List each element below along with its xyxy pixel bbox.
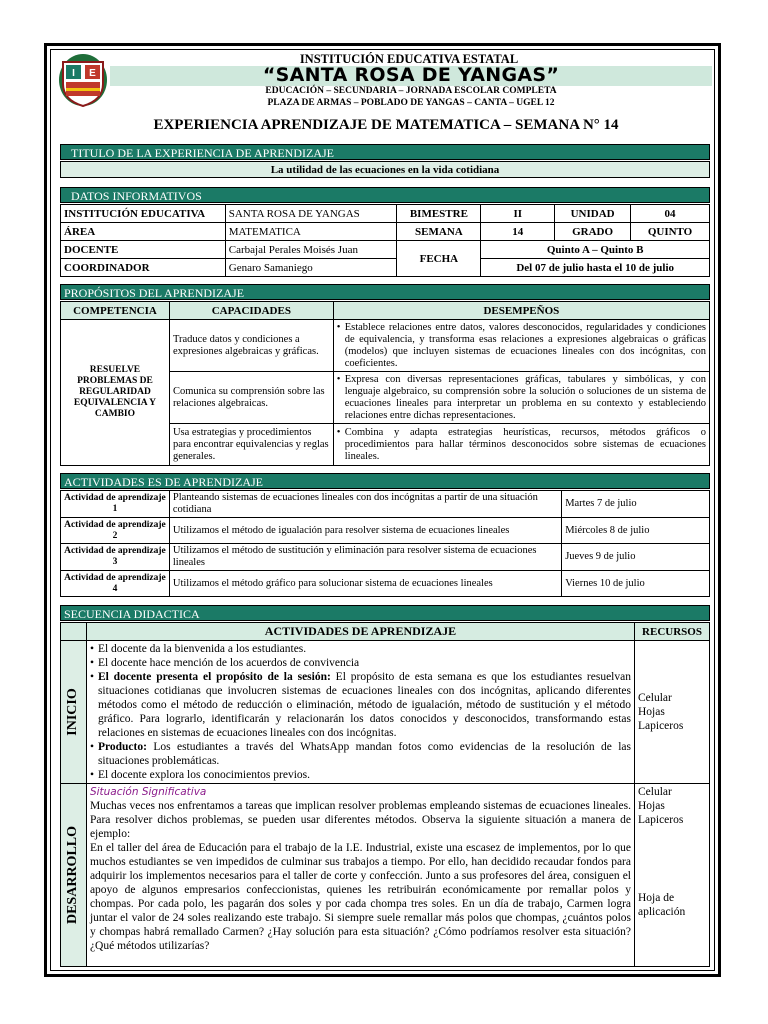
inicio-recurso-1: Celular bbox=[638, 692, 672, 704]
school-subtitle-2: PLAZA DE ARMAS – POBLADO DE YANGAS – CANTA – UGEL 12 bbox=[267, 98, 555, 108]
inicio-content bbox=[86, 641, 634, 784]
unidad-label: UNIDAD bbox=[555, 205, 631, 223]
titulo-section-header: TITULO DE LA EXPERIENCIA DE APRENDIZAJE bbox=[60, 144, 710, 160]
actividad-4-desc: Utilizamos el método gráfico para solucionar sistema de ecuaciones lineales bbox=[169, 571, 561, 597]
propositos-table bbox=[60, 301, 710, 466]
school-crest-logo bbox=[57, 50, 109, 108]
inicio-item-4-bold: Producto: bbox=[97, 741, 147, 753]
bimestre-label: BIMESTRE bbox=[397, 205, 481, 223]
capacidades-header: CAPACIDADES bbox=[169, 302, 333, 320]
institucion-value: SANTA ROSA DE YANGAS bbox=[225, 205, 397, 223]
institucion-label: INSTITUCIÓN EDUCATIVA bbox=[61, 205, 226, 223]
actividad-1-date: Martes 7 de julio bbox=[562, 491, 710, 518]
secciones-value: Quinto A – Quinto B bbox=[481, 241, 710, 259]
titulo-table bbox=[60, 161, 710, 178]
secuencia-corner-cell bbox=[61, 623, 87, 641]
competencia-cell: RESUELVE PROBLEMAS DE REGULARIDAD EQUIVALENCIA Y CAMBIO bbox=[61, 320, 170, 466]
semana-label: SEMANA bbox=[397, 223, 481, 241]
actividad-3-desc: Utilizamos el método de sustitución y eliminación para resolver sistema de ecuaciones lineales bbox=[169, 544, 561, 571]
capacidad-3: Usa estrategias y procedimientos para encontrar equivalencias y reglas generales. bbox=[169, 424, 333, 466]
desempenos-header: DESEMPEÑOS bbox=[333, 302, 709, 320]
inicio-recurso-2: Hojas bbox=[638, 706, 665, 718]
propositos-section-header: PROPÓSITOS DEL APRENDIZAJE bbox=[60, 284, 710, 300]
school-name: “SANTA ROSA DE YANGAS” bbox=[262, 64, 560, 86]
inicio-item-4-text: Los estudiantes a través del WhatsApp mandan fotos como evidencias de la resolución de las situaciones problemáticas. bbox=[97, 741, 631, 767]
grado-value: QUINTO bbox=[631, 223, 710, 241]
capacidad-2: Comunica su comprensión sobre las relaciones algebraicas. bbox=[169, 372, 333, 424]
capacidad-1: Traduce datos y condiciones a expresiones algebraicas y gráficas. bbox=[169, 320, 333, 372]
unidad-value: 04 bbox=[631, 205, 710, 223]
actividad-2-desc: Utilizamos el método de igualación para resolver sistema de ecuaciones lineales bbox=[169, 518, 561, 544]
actividad-1-label: Actividad de aprendizaje 1 bbox=[61, 491, 170, 518]
docente-label: DOCENTE bbox=[61, 241, 226, 259]
coordinador-value: Genaro Samaniego bbox=[225, 259, 397, 277]
desempeno-2-text: • Expresa con diversas representaciones gráficas, tabulares y simbólicas, y con lenguaje algebraico, su comprensión sobre la solución o soluciones de un sistema de ecuaciones lineales para interpretar un problema en su contexto y estableciendo relaciones entre dichas representaciones. bbox=[337, 374, 706, 422]
titulo-value: La utilidad de las ecuaciones en la vida cotidiana bbox=[61, 162, 710, 178]
desempeno-1 bbox=[333, 320, 709, 372]
actividad-3-date: Jueves 9 de julio bbox=[562, 544, 710, 571]
inicio-item-5: • El docente explora los conocimientos previos. bbox=[90, 768, 631, 782]
actividad-2-date: Miércoles 8 de julio bbox=[562, 518, 710, 544]
secuencia-table bbox=[60, 622, 710, 967]
desarrollo-label: DESARROLLO bbox=[65, 825, 81, 925]
inicio-item-4 bbox=[90, 740, 631, 768]
actividades-table bbox=[60, 490, 710, 597]
semana-value: 14 bbox=[481, 223, 555, 241]
inicio-label: INICIO bbox=[65, 688, 81, 736]
desempeno-3-text: • Combina y adapta estrategias heurísticas, recursos, métodos gráficos o procedimientos para hallar términos desconocidos sobre sistemas de ecuaciones lineales. bbox=[337, 427, 706, 463]
school-subtitle-1: EDUCACIÓN – SECUNDARIA – JORNADA ESCOLAR COMPLETA bbox=[265, 86, 557, 96]
inicio-item-3-bold: El docente presenta el propósito de la sesión: bbox=[97, 671, 331, 683]
desarrollo-content bbox=[86, 784, 634, 967]
desempeno-1-text: • Establece relaciones entre datos, valores desconocidos, regularidades y condiciones de equivalencia, y transforma esas relaciones a expresiones algebraicas o gráficas (modelos) que incluyen sistemas de ecuaciones lineales con dos incógnitas, con coeficientes. bbox=[337, 322, 706, 370]
grado-label: GRADO bbox=[555, 223, 631, 241]
institution-heading: INSTITUCIÓN EDUCATIVA ESTATAL bbox=[299, 52, 519, 66]
actividad-2-label: Actividad de aprendizaje 2 bbox=[61, 518, 170, 544]
actividad-4-label: Actividad de aprendizaje 4 bbox=[61, 571, 170, 597]
actividades-col-header: ACTIVIDADES DE APRENDIZAJE bbox=[86, 623, 634, 641]
actividad-4-date: Viernes 10 de julio bbox=[562, 571, 710, 597]
inicio-item-2: • El docente hace mención de los acuerdos de convivencia bbox=[90, 656, 631, 670]
actividades-section-header: ACTIVIDADES ES DE APRENDIZAJE bbox=[60, 473, 710, 489]
inicio-item-3-text: El propósito de esta semana es que los estudiantes resuelvan situaciones cotidianas que involucren sistemas de ecuaciones lineales con dos incógnitas, aplicando diferentes métodos como el método de reducción o eliminación, método de igualación, método de sustitución y el método gráfico. Para lograrlo, identificarán y relacionarán los datos conocidos y desconocidos, transformando estas relaciones en sistemas de ecuaciones lineales con dos incógnitas. bbox=[97, 671, 631, 739]
datos-table bbox=[60, 204, 710, 277]
competencia-header: COMPETENCIA bbox=[61, 302, 170, 320]
docente-value: Carbajal Perales Moisés Juan bbox=[225, 241, 397, 259]
inicio-phase-cell bbox=[61, 641, 87, 784]
fecha-value: Del 07 de julio hasta el 10 de julio bbox=[481, 259, 710, 277]
logo-letter-left: I bbox=[72, 68, 75, 79]
desarrollo-recurso-1: Celular bbox=[638, 786, 672, 798]
situacion-paragraph-1: Muchas veces nos enfrentamos a tareas que implican resolver problemas empleando sistemas de ecuaciones lineales. Para resolver dichos problemas, se pueden usar diferentes métodos. Observa la siguiente situación a manera de ejemplo: bbox=[89, 800, 631, 840]
inicio-item-1: • El docente da la bienvenida a los estudiantes. bbox=[90, 642, 631, 656]
desarrollo-recursos bbox=[635, 784, 710, 967]
desarrollo-recurso-hoja: Hoja de aplicación bbox=[638, 892, 686, 918]
fecha-label: FECHA bbox=[397, 241, 481, 277]
recursos-col-header: RECURSOS bbox=[635, 623, 710, 641]
area-label: ÁREA bbox=[61, 223, 226, 241]
actividad-1-desc: Planteando sistemas de ecuaciones lineales con dos incógnitas a partir de una situación cotidiana bbox=[169, 491, 561, 518]
inicio-recursos bbox=[635, 641, 710, 784]
desempeno-2 bbox=[333, 372, 709, 424]
inicio-recurso-3: Lapiceros bbox=[638, 720, 684, 732]
bimestre-value: II bbox=[481, 205, 555, 223]
area-value: MATEMATICA bbox=[225, 223, 397, 241]
datos-section-header: DATOS INFORMATIVOS bbox=[60, 187, 710, 203]
situacion-paragraph-2: En el taller del área de Educación para el trabajo de la I.E. Industrial, existe una escasez de implementos, por lo que muchos estudiantes se ven impedidos de culminar sus trabajos a tiempo. Por ello, han decidido recaudar fondos para adquirir los implementos necesarios para el taller de corte y confección. Junto a sus profesores del área, consiguen el apoyo de algunos empresarios confeccionistas, quienes les retribuirán económicamente por remallar polos y chompas. Por cada polo, les pagarán dos soles y por cada chompa tres soles. En un día de trabajo, Carmen logra juntar el valor de 24 soles realizando este trabajo. Si siempre suele remallar más polos que chompas, ¿cuántos polos y chompas habrá remallado Carmen? ¿Hay solución para esta situación? ¿Cómo podríamos resolver esta situación? ¿Qué métodos utilizarías? bbox=[89, 842, 631, 952]
inicio-item-3 bbox=[90, 670, 631, 740]
desarrollo-recurso-3: Lapiceros bbox=[638, 814, 684, 826]
situacion-title: Situación Significativa bbox=[89, 786, 207, 798]
desempeno-3 bbox=[333, 424, 709, 466]
secuencia-section-header: SECUENCIA DIDACTICA bbox=[60, 605, 710, 621]
coordinador-label: COORDINADOR bbox=[61, 259, 226, 277]
document-title: EXPERIENCIA APRENDIZAJE DE MATEMATICA – SEMANA N° 14 bbox=[153, 117, 619, 133]
actividad-3-label: Actividad de aprendizaje 3 bbox=[61, 544, 170, 571]
desarrollo-recurso-2: Hojas bbox=[638, 800, 665, 812]
logo-letter-right: E bbox=[89, 68, 96, 79]
desarrollo-phase-cell bbox=[61, 784, 87, 967]
